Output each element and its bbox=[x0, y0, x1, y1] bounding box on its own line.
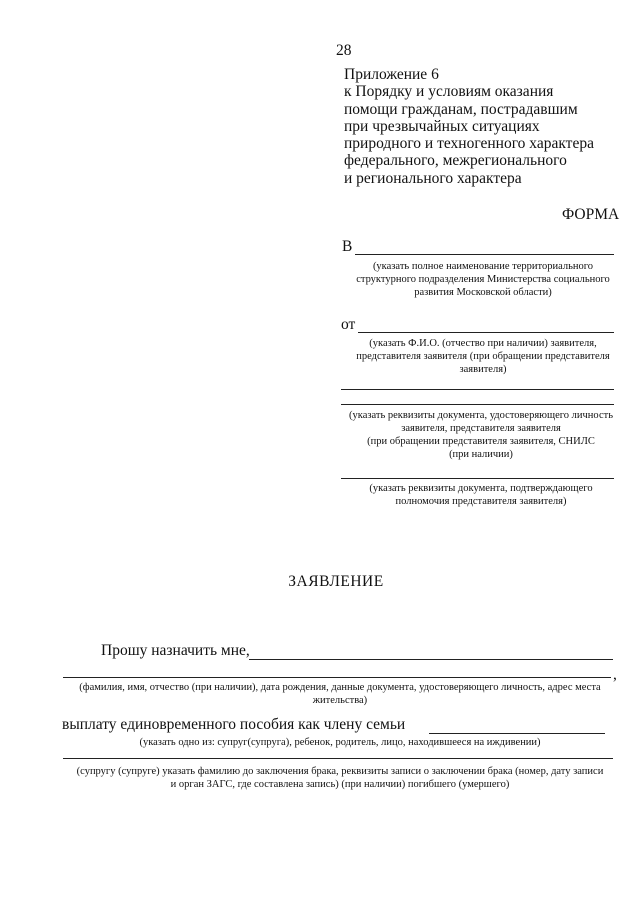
document-field-line-1[interactable] bbox=[341, 389, 614, 390]
caption-line: заявителя, представителя заявителя bbox=[401, 423, 561, 434]
appendix-line: к Порядку и условиям оказания bbox=[344, 83, 554, 101]
caption-line: структурного подразделения Министерства социального bbox=[356, 274, 610, 285]
caption-line: (указать полное наименование территориального bbox=[372, 261, 594, 272]
to-prefix: В bbox=[342, 238, 353, 255]
to-field-line[interactable] bbox=[355, 254, 614, 255]
appendix-line: при чрезвычайных ситуациях bbox=[344, 117, 540, 135]
caption-line: (указать реквизиты документа, удостоверяющего личность bbox=[349, 410, 613, 421]
appendix-line: и регионального характера bbox=[344, 169, 522, 187]
caption-line: (указать Ф.И.О. (отчество при наличии) заявителя, bbox=[369, 338, 597, 349]
caption-line: полномочия представителя заявителя) bbox=[395, 496, 567, 507]
spouse-caption bbox=[50, 765, 630, 791]
page-number: 28 bbox=[336, 42, 352, 59]
form-label: ФОРМА bbox=[562, 206, 620, 223]
request-field-line-1[interactable] bbox=[249, 659, 613, 660]
caption-line: и орган ЗАГС, где составлена запись) (при наличии) погибшего (умершего) bbox=[170, 779, 510, 790]
caption-line: развития Московской области) bbox=[414, 287, 552, 298]
payment-caption: (указать одно из: супруг(супруга), ребенок, родитель, лицо, находившееся на иждивении) bbox=[139, 737, 541, 748]
appendix-line: помощи гражданам, пострадавшим bbox=[344, 100, 578, 118]
from-prefix: от bbox=[341, 316, 356, 333]
caption-line: заявителя) bbox=[459, 364, 507, 375]
statement-title: ЗАЯВЛЕНИЕ bbox=[288, 573, 384, 590]
to-caption bbox=[340, 260, 626, 299]
document-field-line-2[interactable] bbox=[341, 404, 614, 405]
appendix-line: Приложение 6 bbox=[344, 66, 439, 83]
request-lead: Прошу назначить мне, bbox=[101, 642, 250, 659]
request-field-line-2[interactable] bbox=[63, 677, 611, 678]
from-field-line[interactable] bbox=[358, 332, 614, 333]
caption-line: (супругу (супруге) указать фамилию до заключения брака, реквизиты записи о заключении брака (номер, дату записи bbox=[76, 766, 604, 777]
caption-line: (указать реквизиты документа, подтверждающего bbox=[369, 483, 593, 494]
spouse-field-line[interactable] bbox=[63, 758, 613, 759]
payment-field-line[interactable] bbox=[429, 733, 605, 734]
caption-line: (фамилия, имя, отчество (при наличии), дата рождения, данные документа, удостоверяющего личность, адрес места bbox=[79, 682, 601, 693]
document-caption bbox=[336, 409, 626, 461]
appendix-line: природного и техногенного характера bbox=[344, 135, 594, 153]
caption-line: представителя заявителя (при обращении представителя bbox=[356, 351, 610, 362]
caption-line: жительства) bbox=[312, 695, 368, 706]
proxy-caption bbox=[336, 482, 626, 508]
caption-line: (при наличии) bbox=[449, 449, 513, 460]
appendix-block bbox=[344, 66, 594, 187]
caption-line: (при обращении представителя заявителя, СНИЛС bbox=[367, 436, 595, 447]
from-caption bbox=[340, 337, 626, 376]
request-comma: , bbox=[613, 666, 617, 683]
proxy-field-line[interactable] bbox=[341, 478, 614, 479]
appendix-line: федерального, межрегионального bbox=[344, 152, 567, 170]
request-caption bbox=[50, 681, 630, 707]
payment-lead: выплату единовременного пособия как члену семьи bbox=[62, 716, 406, 733]
